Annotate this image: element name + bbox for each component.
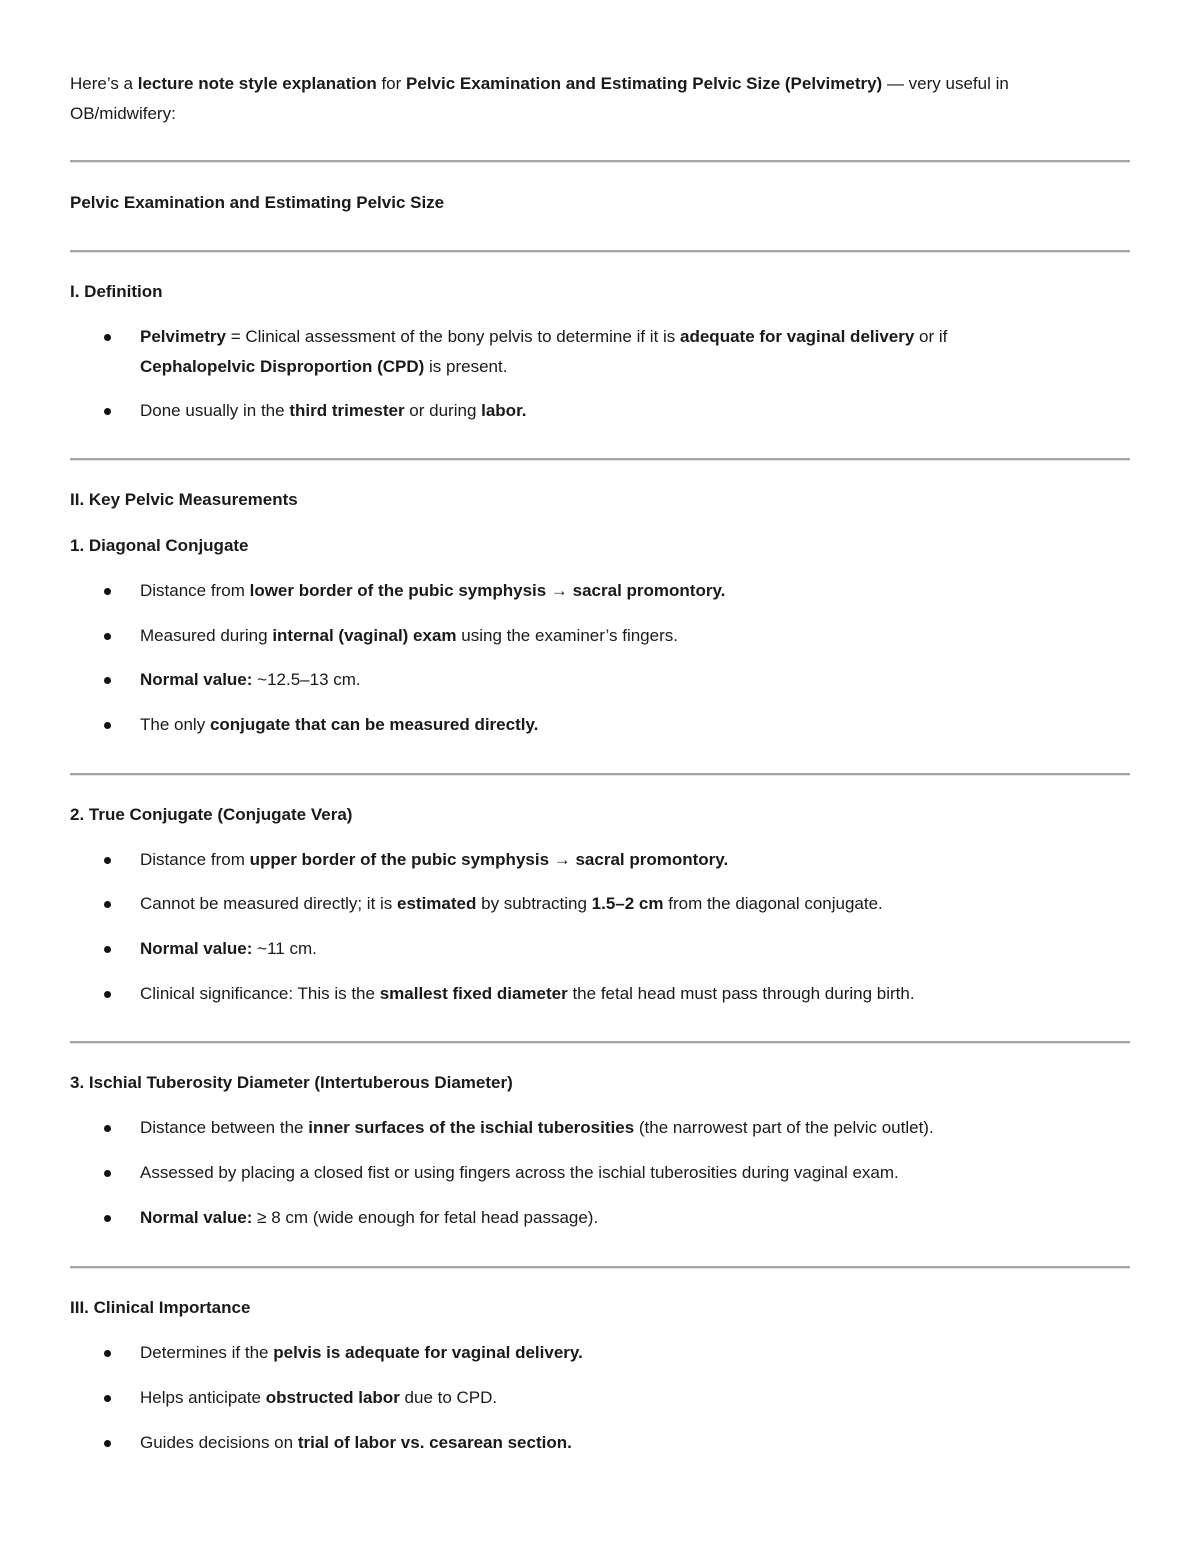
subsection-heading-true-conjugate: 2. True Conjugate (Conjugate Vera): [70, 805, 353, 824]
list-item: Distance between the inner surfaces of the ischial tuberosities (the narrowest part of the pelvic outlet).: [140, 1113, 934, 1143]
horizontal-rule: [70, 1266, 1130, 1269]
intro-paragraph-line2: OB/midwifery:: [70, 104, 176, 123]
document-title: Pelvic Examination and Estimating Pelvic Size: [70, 193, 445, 212]
list-item: Normal value: ~12.5–13 cm.: [140, 665, 361, 695]
horizontal-rule: [70, 458, 1130, 461]
list-item: Cannot be measured directly; it is estimated by subtracting 1.5–2 cm from the diagonal conjugate.: [140, 889, 883, 919]
list-item: Distance from lower border of the pubic symphysis → sacral promontory.: [140, 576, 725, 606]
horizontal-rule: [70, 250, 1130, 253]
list-item: Pelvimetry = Clinical assessment of the bony pelvis to determine if it is adequate for vaginal delivery or if: [140, 322, 947, 352]
list-item: Normal value: ~11 cm.: [140, 934, 317, 964]
horizontal-rule: [70, 773, 1130, 776]
list-item: Determines if the pelvis is adequate for vaginal delivery.: [140, 1338, 583, 1368]
subsection-heading-diagonal-conjugate: 1. Diagonal Conjugate: [70, 536, 249, 555]
list-item: The only conjugate that can be measured directly.: [140, 710, 538, 740]
subsection-heading-ischial-tuberosity: 3. Ischial Tuberosity Diameter (Intertuberous Diameter): [70, 1073, 513, 1092]
list-item: Helps anticipate obstructed labor due to CPD.: [140, 1383, 497, 1413]
list-item: Assessed by placing a closed fist or using fingers across the ischial tuberosities during vaginal exam.: [140, 1158, 899, 1188]
list-item: Measured during internal (vaginal) exam using the examiner’s fingers.: [140, 621, 678, 651]
horizontal-rule: [70, 160, 1130, 163]
list-item: Normal value: ≥ 8 cm (wide enough for fetal head passage).: [140, 1203, 598, 1233]
list-item-continuation: Cephalopelvic Disproportion (CPD) is present.: [140, 357, 508, 376]
horizontal-rule: [70, 1041, 1130, 1044]
list-item: Guides decisions on trial of labor vs. cesarean section.: [140, 1428, 572, 1458]
list-item: Done usually in the third trimester or during labor.: [140, 396, 526, 426]
section-heading-definition: I. Definition: [70, 282, 163, 301]
section-heading-clinical-importance: III. Clinical Importance: [70, 1298, 251, 1317]
list-item: Clinical significance: This is the smallest fixed diameter the fetal head must pass through during birth.: [140, 979, 915, 1009]
section-heading-measurements: II. Key Pelvic Measurements: [70, 490, 298, 509]
list-item: Distance from upper border of the pubic symphysis → sacral promontory.: [140, 845, 728, 875]
intro-paragraph: Here’s a lecture note style explanation for Pelvic Examination and Estimating Pelvic Size (Pelvimetry) — very useful in: [70, 74, 1009, 93]
